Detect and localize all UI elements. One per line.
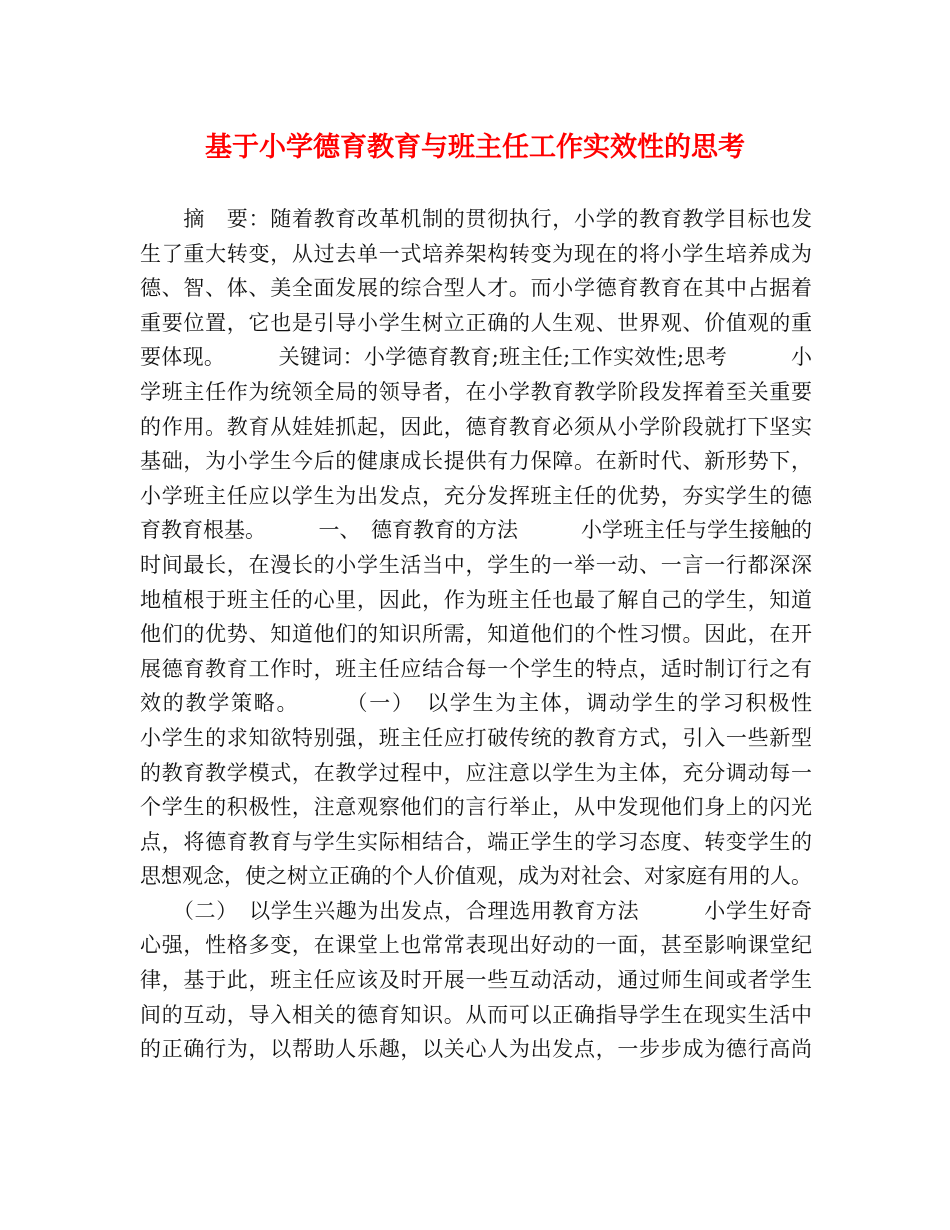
- body-line: 地植根于班主任的心里，因此，作为班主任也最了解自己的学生，知道: [140, 587, 812, 612]
- body-line: 点，将德育教育与学生实际相结合，端正学生的学习态度、转变学生的: [140, 829, 812, 854]
- body-line: 基础，为小学生今后的健康成长提供有力保障。在新时代、新形势下，: [140, 449, 812, 474]
- document-title: 基于小学德育教育与班主任工作实效性的思考: [205, 132, 745, 163]
- body-line: 重要位置，它也是引导小学生树立正确的人生观、世界观、价值观的重: [140, 310, 812, 335]
- body-line: 展德育教育工作时，班主任应结合每一个学生的特点，适时制订行之有: [140, 656, 812, 681]
- body-line: （二） 以学生兴趣为出发点，合理选用教育方法 小学生好奇: [140, 898, 812, 923]
- body-line: 生了重大转变，从过去单一式培养架构转变为现在的将小学生培养成为: [140, 241, 812, 266]
- body-line: 小学生的求知欲特别强，班主任应打破传统的教育方式，引入一些新型: [140, 725, 812, 750]
- body-line: 育教育根基。 一、 德育教育的方法 小学班主任与学生接触的: [140, 518, 812, 543]
- body-line: 的正确行为，以帮助人乐趣，以关心人为出发点，一步步成为德行高尚: [140, 1037, 812, 1062]
- body-line: 思想观念，使之树立正确的个人价值观，成为对社会、对家庭有用的人。: [140, 864, 812, 889]
- body-line: 律，基于此，班主任应该及时开展一些互动活动，通过师生间或者学生: [140, 968, 812, 993]
- document-body: [140, 202, 812, 1067]
- body-line: 他们的优势、知道他们的知识所需，知道他们的个性习惯。因此，在开: [140, 622, 812, 647]
- body-line: 学班主任作为统领全局的领导者，在小学教育教学阶段发挥着至关重要: [140, 379, 812, 404]
- body-line: 德、智、体、美全面发展的综合型人才。而小学德育教育在其中占据着: [140, 276, 812, 301]
- body-line: 的教育教学模式，在教学过程中，应注意以学生为主体，充分调动每一: [140, 760, 812, 785]
- body-line: 效的教学策略。 （一） 以学生为主体，调动学生的学习积极性: [140, 691, 812, 716]
- body-line: 小学班主任应以学生为出发点，充分发挥班主任的优势，夯实学生的德: [140, 483, 812, 508]
- body-line: 的作用。教育从娃娃抓起，因此，德育教育必须从小学阶段就打下坚实: [140, 414, 812, 439]
- body-line: 间的互动，导入相关的德育知识。从而可以正确指导学生在现实生活中: [140, 1002, 812, 1027]
- body-line: 时间最长，在漫长的小学生活当中，学生的一举一动、一言一行都深深: [140, 552, 812, 577]
- body-line: 要体现。 关键词：小学德育教育;班主任;工作实效性;思考 小: [140, 345, 812, 370]
- body-line: 摘 要：随着教育改革机制的贯彻执行，小学的教育教学目标也发: [140, 207, 812, 231]
- body-line: 个学生的积极性，注意观察他们的言行举止，从中发现他们身上的闪光: [140, 795, 812, 820]
- body-line: 心强，性格多变，在课堂上也常常表现出好动的一面，甚至影响课堂纪: [140, 933, 812, 958]
